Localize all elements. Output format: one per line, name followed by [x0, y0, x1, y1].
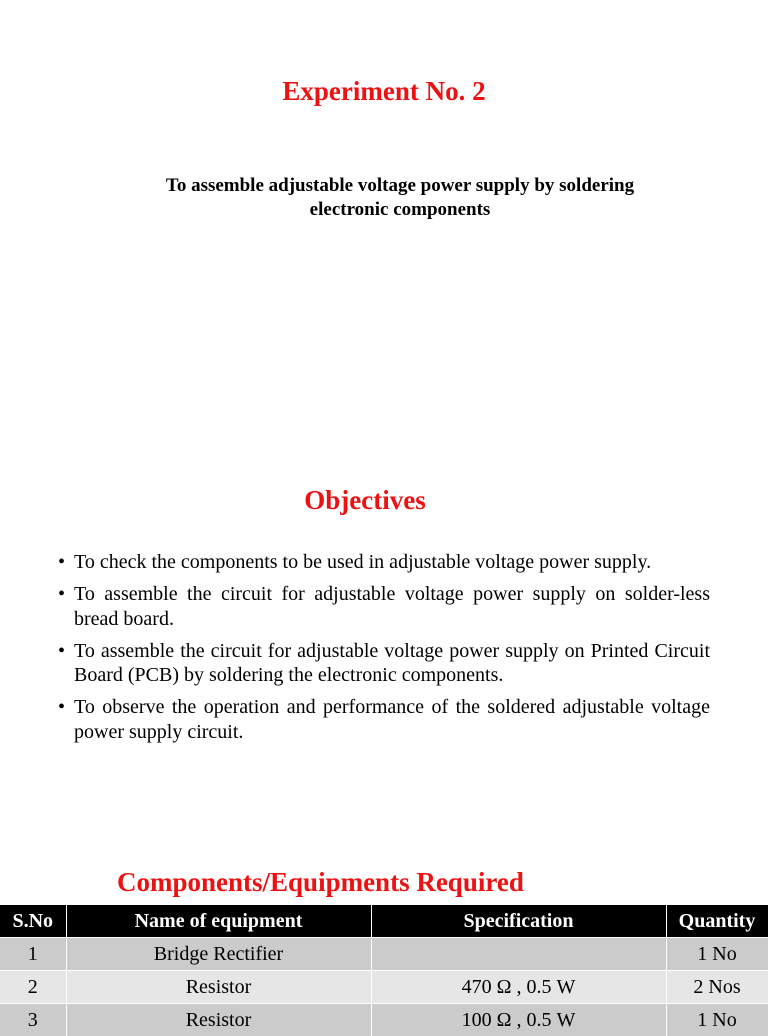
column-header-specification: Specification: [371, 905, 666, 938]
cell-quantity: 1 No: [666, 938, 768, 971]
objective-item: [58, 695, 710, 744]
cell-specification: [371, 938, 666, 971]
page-title: Experiment No. 2: [0, 74, 768, 108]
objective-text: To observe the operation and performance of the soldered adjustable voltage power supply circuit.: [74, 696, 710, 743]
aim-line-1: To assemble adjustable voltage power supply by soldering: [166, 175, 634, 196]
objective-item: [58, 582, 710, 631]
column-header-name: Name of equipment: [66, 905, 371, 938]
column-header-quantity: Quantity: [666, 905, 768, 938]
bullet-icon: •: [58, 550, 65, 575]
table-row: [0, 971, 768, 1004]
cell-name: Bridge Rectifier: [66, 938, 371, 971]
objectives-heading: Objectives: [0, 483, 730, 517]
cell-sno: 2: [0, 971, 66, 1004]
cell-specification: 470 Ω , 0.5 W: [371, 971, 666, 1004]
equipment-table: [0, 905, 768, 1036]
objective-text: To assemble the circuit for adjustable voltage power supply on solder-less bread board.: [74, 583, 710, 630]
objective-item: [58, 550, 710, 575]
experiment-aim: [100, 174, 700, 222]
bullet-icon: •: [58, 695, 65, 720]
objective-item: [58, 639, 710, 688]
bullet-icon: •: [58, 582, 65, 607]
cell-sno: 3: [0, 1004, 66, 1036]
cell-sno: 1: [0, 938, 66, 971]
components-heading: Components/Equipments Required: [117, 865, 524, 899]
table-row: [0, 1004, 768, 1036]
cell-name: Resistor: [66, 1004, 371, 1036]
bullet-icon: •: [58, 639, 65, 664]
objectives-list: [58, 550, 710, 752]
column-header-sno: S.No: [0, 905, 66, 938]
objective-text: To assemble the circuit for adjustable voltage power supply on Printed Circuit Board (PCB) by soldering the electronic components.: [74, 640, 710, 687]
table-row: [0, 938, 768, 971]
objective-text: To check the components to be used in adjustable voltage power supply.: [74, 551, 651, 573]
cell-specification: 100 Ω , 0.5 W: [371, 1004, 666, 1036]
cell-quantity: 1 No: [666, 1004, 768, 1036]
aim-line-2: electronic components: [310, 199, 491, 220]
table-header-row: [0, 905, 768, 938]
cell-quantity: 2 Nos: [666, 971, 768, 1004]
cell-name: Resistor: [66, 971, 371, 1004]
